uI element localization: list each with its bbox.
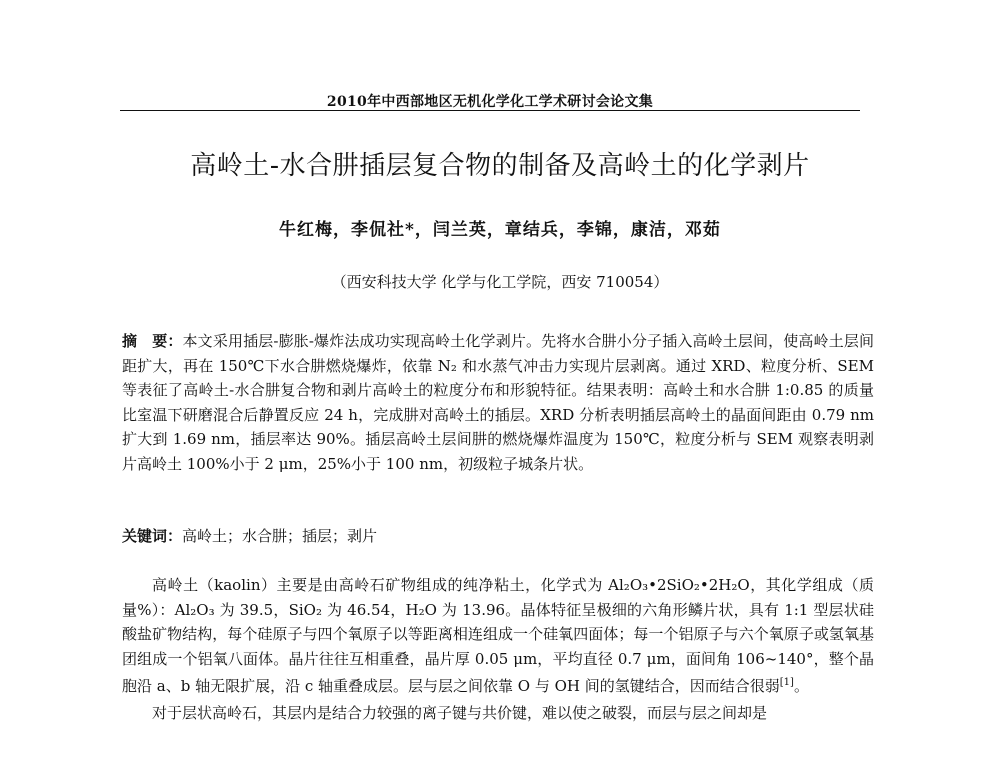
header-rule — [120, 110, 860, 111]
paragraph-text: 对于层状高岭石，其层内是结合力较强的离子键与共价键，难以使之破裂，而层与层之间却是 — [152, 703, 768, 722]
abstract — [122, 329, 874, 476]
paragraph-end: 。 — [793, 677, 809, 695]
body-paragraph — [122, 701, 874, 726]
author-list: 牛红梅，李侃社*，闫兰英，章结兵，李锦，康洁，邓茹 — [279, 220, 721, 240]
abstract-text: 本文采用插层-膨胀-爆炸法成功实现高岭土化学剥片。先将水合肼小分子插入高岭土层间，使高岭土层间距扩大，再在 150℃下水合肼燃烧爆炸，依靠 N₂ 和水蒸气冲击力实现片层剥离。通过 XRD、粒度分析、SEM 等表征了高岭土-水合肼复合物和剥片高岭土的粒度分布和形貌特征。结果表明：高岭土和水合肼 1:0.85 的质量比室温下研磨混合后静置反应 24 h，完成肼对高岭土的插层。XRD 分析表明插层高岭土的晶面间距由 0.79 nm 扩大到 1.69 nm，插层率达 90%。插层高岭土层间肼的燃烧爆炸温度为 150℃，粒度分析与 SEM 观察表明剥片高岭土 100%小于 2 μm，25%小于 100 nm，初级粒子城条片状。 — [122, 332, 874, 473]
citation-marker: [1] — [779, 677, 794, 688]
body-text — [122, 573, 874, 725]
keywords — [122, 524, 874, 549]
running-head: 2010年中西部地区无机化学化工学术研讨会论文集 — [326, 94, 654, 110]
affiliation: （西安科技大学 化学与化工学院，西安 710054） — [331, 273, 669, 291]
keywords-label: 关键词： — [122, 527, 183, 545]
paragraph-text: 高岭土（kaolin）主要是由高岭石矿物组成的纯净粘土，化学式为 Al₂O₃•2SiO₂•2H₂O，其化学组成（质量%）：Al₂O₃ 为 39.5，SiO₂ 为 46.54，H₂O 为 13.96。晶体特征呈极细的六角形鳞片状，具有 1:1 型层状硅酸盐矿物结构，每个硅原子与四个氧原子以等距离相连组成一个硅氧四面体；每一个铝原子与六个氧原子或氢氧基团组成一个铝氧八面体。晶片往往互相重叠，晶片厚 0.05 μm，平均直径 0.7 μm，面间角 106~140°，整个晶胞沿 a、b 轴无限扩展，沿 c 轴重叠成层。层与层之间依靠 O 与 OH 间的氢键结合，因而结合很弱 — [122, 576, 874, 695]
abstract-label: 摘 要： — [122, 332, 183, 350]
body-paragraph — [122, 573, 874, 699]
article-title: 高岭土-水合肼插层复合物的制备及高岭土的化学剥片 — [190, 151, 810, 181]
keywords-text: 高岭土；水合肼；插层；剥片 — [182, 527, 378, 545]
